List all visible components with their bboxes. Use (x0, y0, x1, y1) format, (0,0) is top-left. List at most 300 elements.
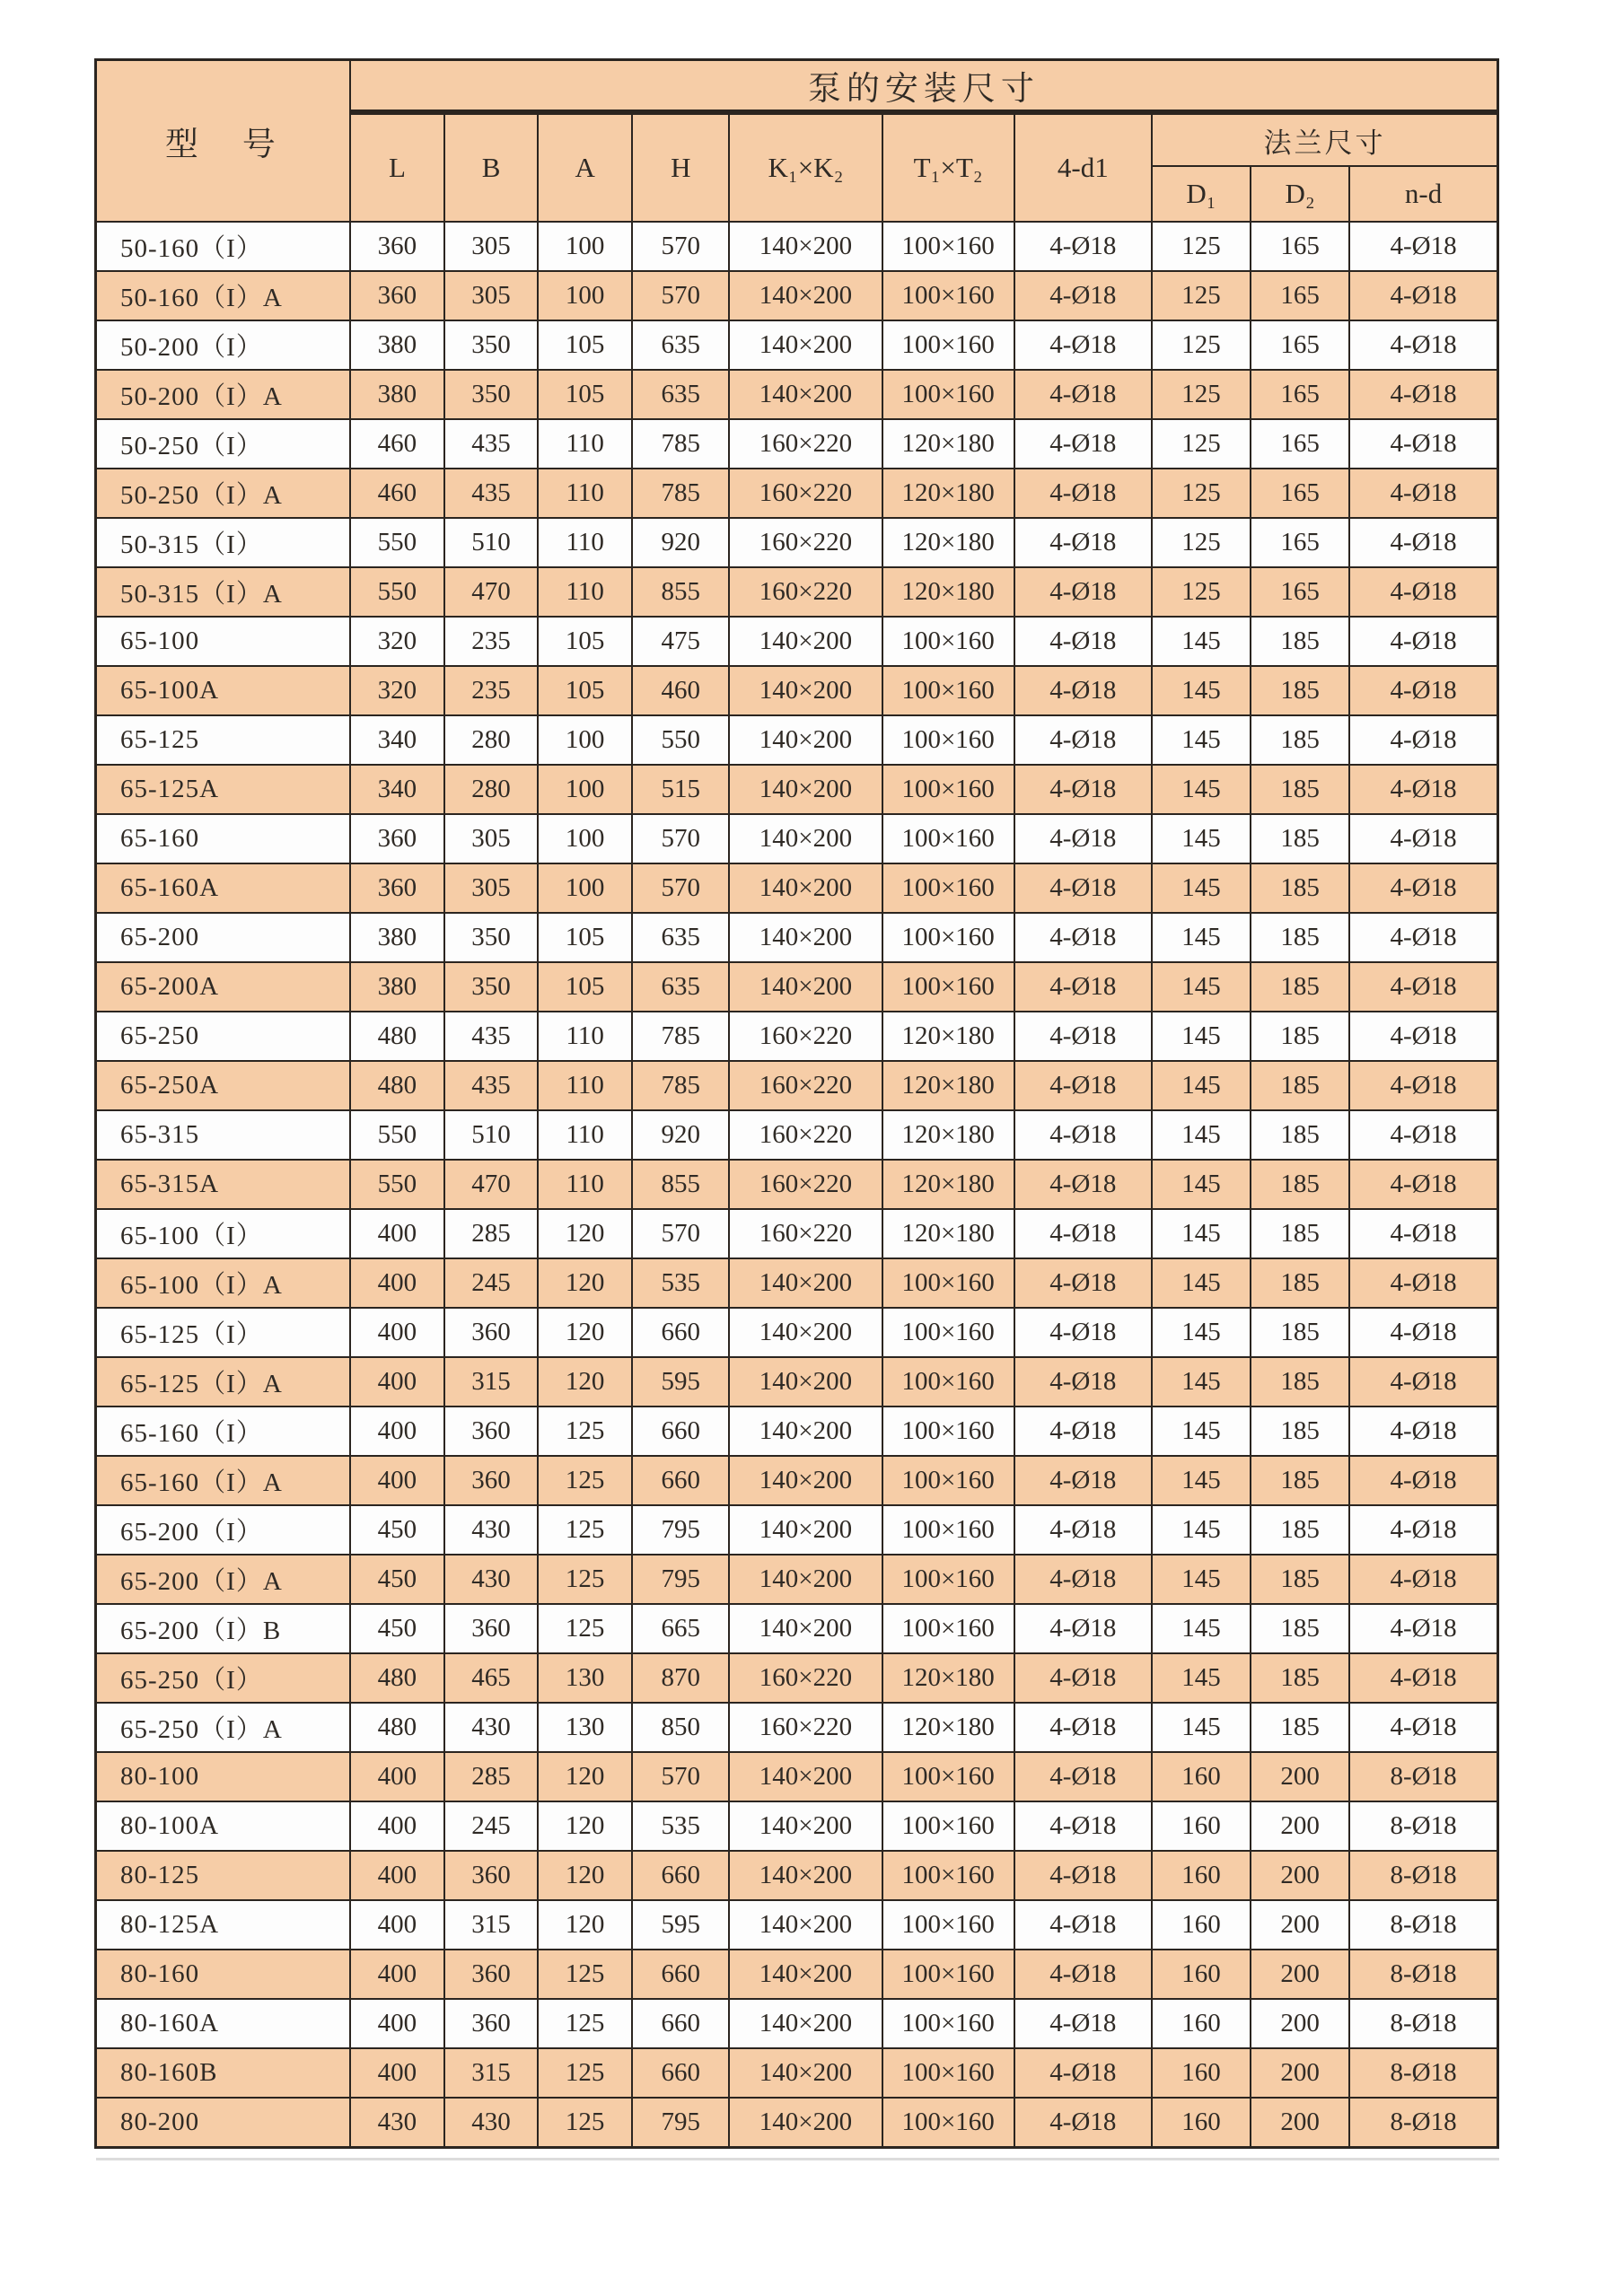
K1xK2-cell: 140×200 (729, 913, 882, 962)
H-cell: 660 (632, 1999, 729, 2048)
H-cell: 570 (632, 222, 729, 271)
4-d1-cell: 4-Ø18 (1014, 1258, 1152, 1308)
D2-cell: 200 (1251, 1900, 1349, 1950)
H-cell: 570 (632, 863, 729, 913)
K1xK2-cell: 160×220 (729, 1653, 882, 1703)
L-cell: 400 (350, 1258, 444, 1308)
n-d-cell: 4-Ø18 (1349, 1258, 1497, 1308)
D2-cell: 165 (1251, 469, 1349, 518)
n-d-cell: 4-Ø18 (1349, 617, 1497, 666)
L-cell: 400 (350, 1209, 444, 1258)
A-cell: 120 (538, 1308, 632, 1357)
T1xT2-cell: 100×160 (882, 1950, 1014, 1999)
K1xK2-cell: 160×220 (729, 1703, 882, 1752)
L-cell: 400 (350, 1851, 444, 1900)
H-cell: 475 (632, 617, 729, 666)
table-row (96, 2048, 1498, 2098)
T1xT2-cell: 100×160 (882, 1900, 1014, 1950)
H-cell: 635 (632, 913, 729, 962)
B-cell: 305 (444, 863, 538, 913)
4-d1-cell: 4-Ø18 (1014, 1900, 1152, 1950)
D1-cell: 160 (1152, 1900, 1251, 1950)
B-cell: 305 (444, 271, 538, 320)
D1-cell: 160 (1152, 2048, 1251, 2098)
D1-cell: 145 (1152, 1209, 1251, 1258)
4-d1-cell: 4-Ø18 (1014, 666, 1152, 715)
4-d1-cell: 4-Ø18 (1014, 863, 1152, 913)
n-d-cell: 4-Ø18 (1349, 1456, 1497, 1505)
L-cell: 380 (350, 320, 444, 370)
T1xT2-cell: 100×160 (882, 2098, 1014, 2147)
A-cell: 100 (538, 863, 632, 913)
D1-cell: 145 (1152, 1160, 1251, 1209)
T1xT2-cell: 120×180 (882, 1110, 1014, 1160)
A-cell: 125 (538, 1604, 632, 1653)
model-cell: 65-125（I） (96, 1308, 350, 1357)
H-cell: 920 (632, 518, 729, 567)
model-cell: 65-200 (96, 913, 350, 962)
H-cell: 785 (632, 1061, 729, 1110)
model-cell: 65-250（I）A (96, 1703, 350, 1752)
B-cell: 245 (444, 1258, 538, 1308)
B-cell: 360 (444, 1999, 538, 2048)
table-row (96, 419, 1498, 469)
A-cell: 130 (538, 1653, 632, 1703)
model-cell: 80-160 (96, 1950, 350, 1999)
model-cell: 65-100（I） (96, 1209, 350, 1258)
n-d-cell: 4-Ø18 (1349, 1061, 1497, 1110)
table-row (96, 913, 1498, 962)
4-d1-cell: 4-Ø18 (1014, 1160, 1152, 1209)
n-d-cell: 4-Ø18 (1349, 1407, 1497, 1456)
D2-cell: 200 (1251, 2098, 1349, 2147)
H-cell: 795 (632, 2098, 729, 2147)
T1xT2-cell: 100×160 (882, 962, 1014, 1012)
4-d1-cell: 4-Ø18 (1014, 1407, 1152, 1456)
K1xK2-cell: 140×200 (729, 715, 882, 765)
D1-cell: 145 (1152, 1653, 1251, 1703)
col-header-D1: D₁ (1152, 166, 1251, 222)
n-d-cell: 4-Ø18 (1349, 469, 1497, 518)
4-d1-cell: 4-Ø18 (1014, 617, 1152, 666)
H-cell: 785 (632, 419, 729, 469)
n-d-cell: 8-Ø18 (1349, 1801, 1497, 1851)
T1xT2-cell: 100×160 (882, 765, 1014, 814)
A-cell: 125 (538, 1999, 632, 2048)
n-d-cell: 4-Ø18 (1349, 271, 1497, 320)
model-cell: 65-160 (96, 814, 350, 863)
4-d1-cell: 4-Ø18 (1014, 469, 1152, 518)
B-cell: 360 (444, 1308, 538, 1357)
model-cell: 65-315 (96, 1110, 350, 1160)
n-d-cell: 8-Ø18 (1349, 1752, 1497, 1801)
H-cell: 795 (632, 1505, 729, 1555)
K1xK2-cell: 160×220 (729, 567, 882, 617)
model-cell: 65-200（I）A (96, 1555, 350, 1604)
H-cell: 570 (632, 1752, 729, 1801)
A-cell: 110 (538, 1061, 632, 1110)
n-d-cell: 4-Ø18 (1349, 863, 1497, 913)
4-d1-cell: 4-Ø18 (1014, 1851, 1152, 1900)
D1-cell: 145 (1152, 814, 1251, 863)
flange-dimensions-group-header: 法兰尺寸 (1152, 112, 1498, 166)
H-cell: 635 (632, 370, 729, 419)
table-row (96, 617, 1498, 666)
L-cell: 550 (350, 1160, 444, 1209)
model-cell: 65-250（I） (96, 1653, 350, 1703)
T1xT2-cell: 120×180 (882, 1653, 1014, 1703)
table-row (96, 1258, 1498, 1308)
table-row (96, 715, 1498, 765)
D2-cell: 185 (1251, 617, 1349, 666)
model-cell: 80-160B (96, 2048, 350, 2098)
A-cell: 120 (538, 1209, 632, 1258)
K1xK2-cell: 140×200 (729, 1999, 882, 2048)
K1xK2-cell: 160×220 (729, 518, 882, 567)
T1xT2-cell: 100×160 (882, 1407, 1014, 1456)
n-d-cell: 4-Ø18 (1349, 1653, 1497, 1703)
A-cell: 125 (538, 1407, 632, 1456)
B-cell: 305 (444, 814, 538, 863)
D2-cell: 185 (1251, 1258, 1349, 1308)
T1xT2-cell: 120×180 (882, 1160, 1014, 1209)
B-cell: 470 (444, 567, 538, 617)
H-cell: 785 (632, 469, 729, 518)
col-header-T1xT2: T₁×T₂ (882, 112, 1014, 222)
model-cell: 65-100 (96, 617, 350, 666)
K1xK2-cell: 160×220 (729, 419, 882, 469)
model-cell: 65-160（I） (96, 1407, 350, 1456)
D1-cell: 145 (1152, 617, 1251, 666)
L-cell: 360 (350, 222, 444, 271)
B-cell: 435 (444, 469, 538, 518)
L-cell: 360 (350, 814, 444, 863)
model-cell: 65-100A (96, 666, 350, 715)
D2-cell: 185 (1251, 1308, 1349, 1357)
H-cell: 920 (632, 1110, 729, 1160)
4-d1-cell: 4-Ø18 (1014, 814, 1152, 863)
B-cell: 470 (444, 1160, 538, 1209)
T1xT2-cell: 120×180 (882, 1061, 1014, 1110)
L-cell: 320 (350, 666, 444, 715)
D2-cell: 185 (1251, 1604, 1349, 1653)
H-cell: 870 (632, 1653, 729, 1703)
L-cell: 380 (350, 962, 444, 1012)
B-cell: 360 (444, 1456, 538, 1505)
D1-cell: 145 (1152, 666, 1251, 715)
B-cell: 280 (444, 765, 538, 814)
D1-cell: 145 (1152, 1308, 1251, 1357)
4-d1-cell: 4-Ø18 (1014, 1308, 1152, 1357)
B-cell: 315 (444, 1357, 538, 1407)
table-row (96, 863, 1498, 913)
K1xK2-cell: 140×200 (729, 1752, 882, 1801)
B-cell: 360 (444, 1950, 538, 1999)
T1xT2-cell: 100×160 (882, 1752, 1014, 1801)
table-row (96, 1900, 1498, 1950)
table-row (96, 1160, 1498, 1209)
model-cell: 50-160（I）A (96, 271, 350, 320)
L-cell: 460 (350, 469, 444, 518)
table-row (96, 1801, 1498, 1851)
n-d-cell: 4-Ø18 (1349, 814, 1497, 863)
B-cell: 280 (444, 715, 538, 765)
4-d1-cell: 4-Ø18 (1014, 320, 1152, 370)
D1-cell: 160 (1152, 1950, 1251, 1999)
4-d1-cell: 4-Ø18 (1014, 1801, 1152, 1851)
K1xK2-cell: 140×200 (729, 1456, 882, 1505)
H-cell: 595 (632, 1900, 729, 1950)
K1xK2-cell: 160×220 (729, 1012, 882, 1061)
T1xT2-cell: 120×180 (882, 567, 1014, 617)
T1xT2-cell: 120×180 (882, 1703, 1014, 1752)
B-cell: 360 (444, 1851, 538, 1900)
header-row-group (96, 60, 1498, 113)
table-row (96, 1456, 1498, 1505)
T1xT2-cell: 100×160 (882, 1801, 1014, 1851)
L-cell: 400 (350, 1407, 444, 1456)
K1xK2-cell: 140×200 (729, 1604, 882, 1653)
model-cell: 65-125A (96, 765, 350, 814)
K1xK2-cell: 140×200 (729, 962, 882, 1012)
D1-cell: 145 (1152, 1555, 1251, 1604)
table-row (96, 1505, 1498, 1555)
table-header (96, 60, 1498, 223)
n-d-cell: 4-Ø18 (1349, 419, 1497, 469)
n-d-cell: 4-Ø18 (1349, 962, 1497, 1012)
model-cell: 65-200（I）B (96, 1604, 350, 1653)
B-cell: 435 (444, 419, 538, 469)
D2-cell: 185 (1251, 962, 1349, 1012)
L-cell: 400 (350, 1801, 444, 1851)
pump-installation-dimensions-table (94, 58, 1499, 2149)
D2-cell: 200 (1251, 1999, 1349, 2048)
B-cell: 285 (444, 1209, 538, 1258)
B-cell: 285 (444, 1752, 538, 1801)
K1xK2-cell: 140×200 (729, 1801, 882, 1851)
L-cell: 400 (350, 1999, 444, 2048)
4-d1-cell: 4-Ø18 (1014, 1456, 1152, 1505)
n-d-cell: 4-Ø18 (1349, 1555, 1497, 1604)
table-row (96, 1604, 1498, 1653)
H-cell: 460 (632, 666, 729, 715)
model-cell: 65-250A (96, 1061, 350, 1110)
H-cell: 855 (632, 1160, 729, 1209)
col-header-4-d1: 4-d1 (1014, 112, 1152, 222)
table-row (96, 1110, 1498, 1160)
T1xT2-cell: 100×160 (882, 1456, 1014, 1505)
K1xK2-cell: 160×220 (729, 1061, 882, 1110)
K1xK2-cell: 140×200 (729, 1851, 882, 1900)
model-cell: 50-315（I） (96, 518, 350, 567)
table-body (96, 222, 1498, 2147)
n-d-cell: 8-Ø18 (1349, 2098, 1497, 2147)
D2-cell: 200 (1251, 1851, 1349, 1900)
D2-cell: 165 (1251, 419, 1349, 469)
4-d1-cell: 4-Ø18 (1014, 913, 1152, 962)
K1xK2-cell: 140×200 (729, 666, 882, 715)
n-d-cell: 4-Ø18 (1349, 320, 1497, 370)
4-d1-cell: 4-Ø18 (1014, 1604, 1152, 1653)
model-cell: 50-200（I）A (96, 370, 350, 419)
D1-cell: 160 (1152, 1851, 1251, 1900)
T1xT2-cell: 100×160 (882, 1604, 1014, 1653)
A-cell: 130 (538, 1703, 632, 1752)
T1xT2-cell: 120×180 (882, 469, 1014, 518)
4-d1-cell: 4-Ø18 (1014, 765, 1152, 814)
A-cell: 120 (538, 1801, 632, 1851)
B-cell: 350 (444, 320, 538, 370)
K1xK2-cell: 160×220 (729, 1160, 882, 1209)
D1-cell: 145 (1152, 765, 1251, 814)
n-d-cell: 8-Ø18 (1349, 1950, 1497, 1999)
A-cell: 110 (538, 567, 632, 617)
table-row (96, 1950, 1498, 1999)
T1xT2-cell: 100×160 (882, 1308, 1014, 1357)
table-row (96, 1752, 1498, 1801)
K1xK2-cell: 160×220 (729, 1110, 882, 1160)
A-cell: 110 (538, 1160, 632, 1209)
H-cell: 855 (632, 567, 729, 617)
B-cell: 360 (444, 1407, 538, 1456)
model-cell: 80-160A (96, 1999, 350, 2048)
K1xK2-cell: 140×200 (729, 222, 882, 271)
L-cell: 360 (350, 271, 444, 320)
D2-cell: 185 (1251, 1357, 1349, 1407)
D1-cell: 145 (1152, 1061, 1251, 1110)
D2-cell: 200 (1251, 2048, 1349, 2098)
n-d-cell: 4-Ø18 (1349, 765, 1497, 814)
T1xT2-cell: 100×160 (882, 1258, 1014, 1308)
L-cell: 480 (350, 1703, 444, 1752)
T1xT2-cell: 100×160 (882, 1357, 1014, 1407)
D2-cell: 185 (1251, 1061, 1349, 1110)
K1xK2-cell: 140×200 (729, 1555, 882, 1604)
4-d1-cell: 4-Ø18 (1014, 271, 1152, 320)
A-cell: 125 (538, 1456, 632, 1505)
4-d1-cell: 4-Ø18 (1014, 715, 1152, 765)
table-row (96, 1012, 1498, 1061)
4-d1-cell: 4-Ø18 (1014, 222, 1152, 271)
H-cell: 570 (632, 271, 729, 320)
table-row (96, 1653, 1498, 1703)
T1xT2-cell: 120×180 (882, 1012, 1014, 1061)
A-cell: 120 (538, 1900, 632, 1950)
B-cell: 430 (444, 2098, 538, 2147)
model-cell: 50-250（I） (96, 419, 350, 469)
model-cell: 65-160（I）A (96, 1456, 350, 1505)
D1-cell: 145 (1152, 1110, 1251, 1160)
T1xT2-cell: 100×160 (882, 814, 1014, 863)
D2-cell: 185 (1251, 1555, 1349, 1604)
L-cell: 550 (350, 567, 444, 617)
n-d-cell: 4-Ø18 (1349, 1357, 1497, 1407)
table-row (96, 271, 1498, 320)
A-cell: 105 (538, 370, 632, 419)
T1xT2-cell: 100×160 (882, 617, 1014, 666)
4-d1-cell: 4-Ø18 (1014, 567, 1152, 617)
n-d-cell: 4-Ø18 (1349, 1209, 1497, 1258)
D2-cell: 165 (1251, 370, 1349, 419)
model-cell: 80-100 (96, 1752, 350, 1801)
4-d1-cell: 4-Ø18 (1014, 1110, 1152, 1160)
n-d-cell: 4-Ø18 (1349, 518, 1497, 567)
n-d-cell: 8-Ø18 (1349, 1999, 1497, 2048)
D2-cell: 185 (1251, 1012, 1349, 1061)
T1xT2-cell: 120×180 (882, 419, 1014, 469)
H-cell: 660 (632, 1456, 729, 1505)
T1xT2-cell: 100×160 (882, 913, 1014, 962)
D2-cell: 185 (1251, 666, 1349, 715)
K1xK2-cell: 140×200 (729, 1258, 882, 1308)
4-d1-cell: 4-Ø18 (1014, 1357, 1152, 1407)
L-cell: 320 (350, 617, 444, 666)
K1xK2-cell: 140×200 (729, 1505, 882, 1555)
D2-cell: 200 (1251, 1752, 1349, 1801)
L-cell: 380 (350, 370, 444, 419)
D2-cell: 185 (1251, 1160, 1349, 1209)
scan-shadow-line (96, 2158, 1499, 2160)
A-cell: 110 (538, 518, 632, 567)
A-cell: 110 (538, 1110, 632, 1160)
4-d1-cell: 4-Ø18 (1014, 1505, 1152, 1555)
model-cell: 50-250（I）A (96, 469, 350, 518)
D1-cell: 145 (1152, 1456, 1251, 1505)
H-cell: 850 (632, 1703, 729, 1752)
D2-cell: 185 (1251, 1703, 1349, 1752)
K1xK2-cell: 140×200 (729, 2098, 882, 2147)
H-cell: 635 (632, 962, 729, 1012)
n-d-cell: 4-Ø18 (1349, 370, 1497, 419)
table-row (96, 666, 1498, 715)
4-d1-cell: 4-Ø18 (1014, 419, 1152, 469)
D2-cell: 185 (1251, 1653, 1349, 1703)
D1-cell: 160 (1152, 2098, 1251, 2147)
table-row (96, 1357, 1498, 1407)
n-d-cell: 4-Ø18 (1349, 1604, 1497, 1653)
B-cell: 315 (444, 1900, 538, 1950)
table-row (96, 1851, 1498, 1900)
model-cell: 50-200（I） (96, 320, 350, 370)
H-cell: 570 (632, 1209, 729, 1258)
D1-cell: 125 (1152, 222, 1251, 271)
T1xT2-cell: 100×160 (882, 271, 1014, 320)
T1xT2-cell: 100×160 (882, 1505, 1014, 1555)
model-cell: 80-125 (96, 1851, 350, 1900)
A-cell: 100 (538, 271, 632, 320)
n-d-cell: 4-Ø18 (1349, 567, 1497, 617)
D2-cell: 185 (1251, 715, 1349, 765)
H-cell: 660 (632, 1950, 729, 1999)
col-header-A: A (538, 112, 632, 222)
A-cell: 125 (538, 2098, 632, 2147)
L-cell: 450 (350, 1555, 444, 1604)
col-header-D2: D₂ (1251, 166, 1349, 222)
D2-cell: 185 (1251, 863, 1349, 913)
H-cell: 660 (632, 1851, 729, 1900)
T1xT2-cell: 120×180 (882, 1209, 1014, 1258)
L-cell: 360 (350, 863, 444, 913)
D1-cell: 145 (1152, 1505, 1251, 1555)
D2-cell: 185 (1251, 1407, 1349, 1456)
D2-cell: 185 (1251, 1505, 1349, 1555)
H-cell: 795 (632, 1555, 729, 1604)
n-d-cell: 4-Ø18 (1349, 1308, 1497, 1357)
A-cell: 110 (538, 1012, 632, 1061)
table-row (96, 222, 1498, 271)
D1-cell: 125 (1152, 271, 1251, 320)
table-row (96, 567, 1498, 617)
